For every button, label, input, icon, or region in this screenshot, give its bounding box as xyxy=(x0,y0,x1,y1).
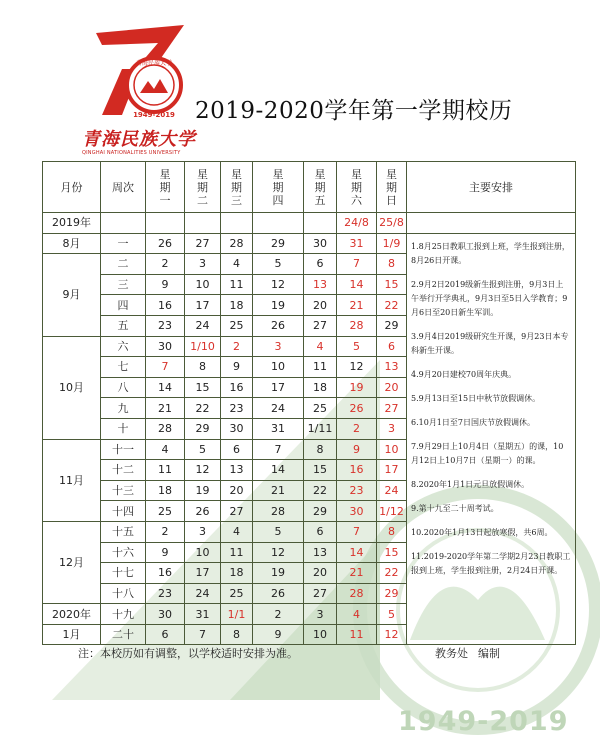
day-cell: 8 xyxy=(185,357,221,378)
day-cell: 28 xyxy=(337,315,377,336)
day-cell: 16 xyxy=(221,377,253,398)
note-item: 10.2020年1月13日起放寒假，共6周。 xyxy=(411,527,553,537)
day-cell: 6 xyxy=(304,521,337,542)
week-number-cell: 四 xyxy=(101,295,146,316)
day-cell: 7 xyxy=(337,521,377,542)
day-cell: 1/10 xyxy=(185,336,221,357)
day-cell: 1/9 xyxy=(377,233,407,254)
day-cell: 10 xyxy=(253,357,304,378)
day-cell: 9 xyxy=(337,439,377,460)
day-cell: 30 xyxy=(221,418,253,439)
day-cell xyxy=(253,213,304,234)
day-cell: 25 xyxy=(221,583,253,604)
month-cell: 2019年 xyxy=(43,213,101,234)
note-item: 5.9月13日至15日中秋节放假调休。 xyxy=(411,393,541,403)
day-cell: 25 xyxy=(146,501,185,522)
week-number-cell: 十一 xyxy=(101,439,146,460)
day-cell: 31 xyxy=(337,233,377,254)
day-cell: 22 xyxy=(304,480,337,501)
watermark-years: 1949-2019 xyxy=(398,706,569,737)
day-cell: 15 xyxy=(304,460,337,481)
day-cell: 23 xyxy=(221,398,253,419)
day-cell: 29 xyxy=(304,501,337,522)
day-cell: 2 xyxy=(146,254,185,275)
day-cell: 3 xyxy=(304,604,337,625)
week-row xyxy=(43,213,576,234)
note-item: 3.9月4日2019级研究生开课，9月23日本专科新生开课。 xyxy=(411,331,569,355)
editor-credit xyxy=(435,645,500,661)
day-cell: 27 xyxy=(304,315,337,336)
week-number-cell: 二十 xyxy=(101,624,146,645)
day-cell: 30 xyxy=(146,604,185,625)
day-cell: 14 xyxy=(253,460,304,481)
day-cell: 21 xyxy=(253,480,304,501)
page-title: 2019-2020学年第一学期校历 xyxy=(195,98,513,124)
day-cell: 29 xyxy=(185,418,221,439)
week-number-cell: 十二 xyxy=(101,460,146,481)
day-cell: 7 xyxy=(146,357,185,378)
day-header: 星 期 五 xyxy=(304,162,337,213)
day-cell: 18 xyxy=(221,295,253,316)
day-cell: 28 xyxy=(253,501,304,522)
day-cell: 30 xyxy=(304,233,337,254)
day-cell: 10 xyxy=(377,439,407,460)
day-cell: 14 xyxy=(337,274,377,295)
week-header: 周次 xyxy=(101,162,146,213)
day-cell: 17 xyxy=(185,563,221,584)
day-cell: 24 xyxy=(185,315,221,336)
editor-action: 编制 xyxy=(478,647,500,660)
day-cell: 16 xyxy=(337,460,377,481)
day-cell: 23 xyxy=(146,583,185,604)
day-cell: 15 xyxy=(377,542,407,563)
day-cell: 17 xyxy=(377,460,407,481)
day-cell: 11 xyxy=(146,460,185,481)
note-item: 1.8月25日教职工报到上班，学生报到注册，8月26日开课。 xyxy=(411,241,570,265)
day-cell: 11 xyxy=(221,542,253,563)
day-header: 星 期 三 xyxy=(221,162,253,213)
day-cell: 20 xyxy=(304,563,337,584)
day-cell: 27 xyxy=(304,583,337,604)
university-logo xyxy=(92,23,192,119)
note-item: 9.第十九至二十周考试。 xyxy=(411,503,499,513)
day-cell xyxy=(221,213,253,234)
notes-cell xyxy=(407,233,576,645)
day-cell: 13 xyxy=(221,460,253,481)
week-number-cell: 六 xyxy=(101,336,146,357)
day-cell: 15 xyxy=(185,377,221,398)
day-cell: 2 xyxy=(337,418,377,439)
week-number-cell: 十七 xyxy=(101,563,146,584)
university-name: 青海民族大学 xyxy=(82,129,196,150)
day-cell: 4 xyxy=(221,254,253,275)
day-cell: 19 xyxy=(337,377,377,398)
day-cell: 10 xyxy=(185,542,221,563)
day-cell: 14 xyxy=(337,542,377,563)
day-header: 星 期 六 xyxy=(337,162,377,213)
footnote: 注：本校历如有调整，以学校适时安排为准。 xyxy=(78,647,298,660)
day-cell: 29 xyxy=(377,315,407,336)
month-cell: 9月 xyxy=(43,254,101,336)
day-cell xyxy=(185,213,221,234)
day-cell: 8 xyxy=(304,439,337,460)
day-header: 星 期 四 xyxy=(253,162,304,213)
day-cell: 29 xyxy=(377,583,407,604)
university-name-en: QINGHAI NATIONALITIES UNIVERSITY xyxy=(82,150,181,156)
day-cell: 4 xyxy=(337,604,377,625)
day-cell: 12 xyxy=(253,542,304,563)
week-number-cell: 十三 xyxy=(101,480,146,501)
day-cell: 19 xyxy=(185,480,221,501)
day-cell: 22 xyxy=(377,563,407,584)
day-cell: 9 xyxy=(221,357,253,378)
notes-spacer-cell xyxy=(407,213,576,234)
day-cell: 1/1 xyxy=(221,604,253,625)
week-number-cell: 十九 xyxy=(101,604,146,625)
day-cell: 1/12 xyxy=(377,501,407,522)
week-number-cell: 十八 xyxy=(101,583,146,604)
day-cell: 24 xyxy=(253,398,304,419)
day-cell: 7 xyxy=(337,254,377,275)
day-cell: 29 xyxy=(253,233,304,254)
day-cell: 11 xyxy=(337,624,377,645)
day-cell: 28 xyxy=(221,233,253,254)
week-number-cell: 一 xyxy=(101,233,146,254)
day-cell: 5 xyxy=(253,521,304,542)
day-cell: 13 xyxy=(304,542,337,563)
day-cell: 9 xyxy=(146,274,185,295)
day-cell: 21 xyxy=(337,295,377,316)
month-cell: 1月 xyxy=(43,624,101,645)
day-cell: 25/8 xyxy=(377,213,407,234)
day-cell: 17 xyxy=(253,377,304,398)
editor-office: 教务处 xyxy=(435,647,468,660)
day-cell: 5 xyxy=(185,439,221,460)
week-number-cell: 十六 xyxy=(101,542,146,563)
day-cell: 28 xyxy=(337,583,377,604)
day-cell: 2 xyxy=(221,336,253,357)
day-cell: 18 xyxy=(146,480,185,501)
day-cell: 6 xyxy=(221,439,253,460)
day-cell: 9 xyxy=(146,542,185,563)
day-cell: 5 xyxy=(337,336,377,357)
month-cell: 11月 xyxy=(43,439,101,521)
table-header-row xyxy=(43,162,576,213)
month-cell: 10月 xyxy=(43,336,101,439)
day-cell: 28 xyxy=(146,418,185,439)
day-cell: 22 xyxy=(185,398,221,419)
day-cell: 6 xyxy=(377,336,407,357)
logo-text: 青海民族大学 xyxy=(135,60,173,67)
day-cell: 24 xyxy=(185,583,221,604)
day-cell: 26 xyxy=(253,583,304,604)
week-number-cell: 八 xyxy=(101,377,146,398)
day-cell: 30 xyxy=(337,501,377,522)
week-number-cell: 十五 xyxy=(101,521,146,542)
week-number-cell xyxy=(101,213,146,234)
day-cell: 8 xyxy=(377,521,407,542)
day-cell: 25 xyxy=(221,315,253,336)
day-cell: 4 xyxy=(221,521,253,542)
day-cell: 27 xyxy=(377,398,407,419)
day-header: 星 期 一 xyxy=(146,162,185,213)
month-header: 月份 xyxy=(43,162,101,213)
week-number-cell: 二 xyxy=(101,254,146,275)
week-number-cell: 五 xyxy=(101,315,146,336)
day-cell: 27 xyxy=(185,233,221,254)
month-cell: 2020年 xyxy=(43,604,101,625)
day-cell: 26 xyxy=(337,398,377,419)
day-cell: 24 xyxy=(377,480,407,501)
month-cell: 12月 xyxy=(43,521,101,603)
day-cell: 15 xyxy=(377,274,407,295)
day-cell: 12 xyxy=(377,624,407,645)
day-cell: 18 xyxy=(221,563,253,584)
day-cell: 13 xyxy=(377,357,407,378)
day-header: 星 期 二 xyxy=(185,162,221,213)
notes-header: 主要安排 xyxy=(407,162,576,213)
day-cell: 8 xyxy=(377,254,407,275)
day-cell: 3 xyxy=(253,336,304,357)
day-cell: 22 xyxy=(377,295,407,316)
note-item: 4.9月20日建校70周年庆典。 xyxy=(411,369,517,379)
note-item: 7.9月29日上10月4日（星期五）的课，10月12日上10月7日（星期一）的课。 xyxy=(411,441,564,465)
day-cell: 6 xyxy=(146,624,185,645)
week-number-cell: 十 xyxy=(101,418,146,439)
note-item: 8.2020年1月1日元旦放假调休。 xyxy=(411,479,530,489)
day-cell: 1/11 xyxy=(304,418,337,439)
day-cell: 5 xyxy=(377,604,407,625)
day-cell: 4 xyxy=(304,336,337,357)
day-cell: 5 xyxy=(253,254,304,275)
week-number-cell: 九 xyxy=(101,398,146,419)
day-cell: 10 xyxy=(304,624,337,645)
day-cell: 8 xyxy=(221,624,253,645)
month-cell: 8月 xyxy=(43,233,101,254)
week-number-cell: 三 xyxy=(101,274,146,295)
week-row xyxy=(43,233,576,254)
day-cell: 11 xyxy=(304,357,337,378)
school-calendar-table xyxy=(42,161,576,645)
day-cell: 6 xyxy=(304,254,337,275)
day-cell: 30 xyxy=(146,336,185,357)
day-header: 星 期 日 xyxy=(377,162,407,213)
week-number-cell: 十四 xyxy=(101,501,146,522)
day-cell: 16 xyxy=(146,295,185,316)
note-item: 11.2019-2020学年第二学期2月23日教职工报到上班，学生报到注册，2月24日开课。 xyxy=(411,551,571,575)
logo-years: 1949-2019 xyxy=(133,111,175,119)
day-cell: 7 xyxy=(253,439,304,460)
day-cell: 31 xyxy=(253,418,304,439)
day-cell: 27 xyxy=(221,501,253,522)
day-cell: 20 xyxy=(377,377,407,398)
week-number-cell: 七 xyxy=(101,357,146,378)
day-cell: 26 xyxy=(146,233,185,254)
day-cell: 18 xyxy=(304,377,337,398)
day-cell: 2 xyxy=(146,521,185,542)
note-item: 6.10月1日至7日国庆节放假调休。 xyxy=(411,417,535,427)
day-cell: 12 xyxy=(253,274,304,295)
day-cell: 3 xyxy=(377,418,407,439)
day-cell: 17 xyxy=(185,295,221,316)
day-cell: 16 xyxy=(146,563,185,584)
day-cell: 21 xyxy=(337,563,377,584)
day-cell: 20 xyxy=(221,480,253,501)
day-cell: 10 xyxy=(185,274,221,295)
day-cell: 23 xyxy=(337,480,377,501)
day-cell: 19 xyxy=(253,295,304,316)
day-cell: 3 xyxy=(185,521,221,542)
day-cell: 12 xyxy=(337,357,377,378)
note-item: 2.9月2日2019级新生报到注册，9月3日上午举行开学典礼，9月3日至5日入学教育；9月6日至20日新生军训。 xyxy=(411,279,568,317)
day-cell xyxy=(304,213,337,234)
day-cell: 11 xyxy=(221,274,253,295)
day-cell: 13 xyxy=(304,274,337,295)
day-cell: 21 xyxy=(146,398,185,419)
day-cell: 23 xyxy=(146,315,185,336)
day-cell: 26 xyxy=(253,315,304,336)
day-cell: 31 xyxy=(185,604,221,625)
day-cell: 26 xyxy=(185,501,221,522)
day-cell: 20 xyxy=(304,295,337,316)
day-cell: 7 xyxy=(185,624,221,645)
day-cell: 14 xyxy=(146,377,185,398)
day-cell: 4 xyxy=(146,439,185,460)
day-cell: 2 xyxy=(253,604,304,625)
day-cell: 12 xyxy=(185,460,221,481)
day-cell: 24/8 xyxy=(337,213,377,234)
day-cell xyxy=(146,213,185,234)
day-cell: 25 xyxy=(304,398,337,419)
day-cell: 3 xyxy=(185,254,221,275)
day-cell: 19 xyxy=(253,563,304,584)
day-cell: 9 xyxy=(253,624,304,645)
